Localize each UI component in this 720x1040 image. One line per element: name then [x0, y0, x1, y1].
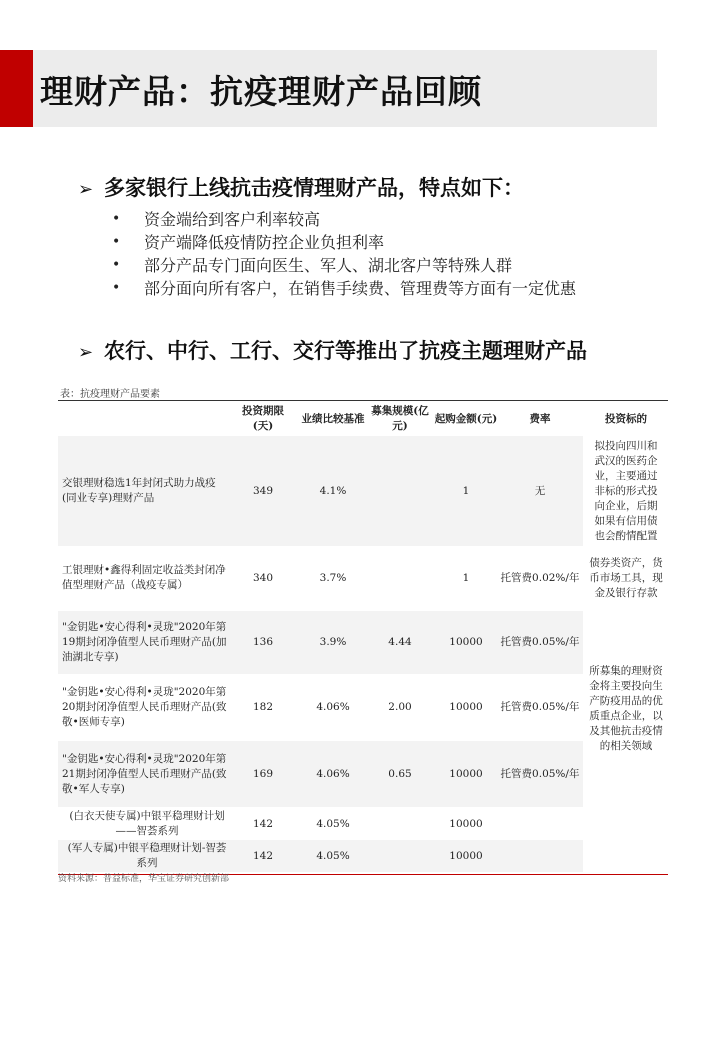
table-row-3-name: "金钥匙•安心得利•灵珑"2020年第19期封闭净值型人民币理财产品(加油湖北专享)	[62, 621, 227, 663]
table-row-4-min: 10000	[449, 701, 483, 713]
header-size: 募集规模(亿元)	[370, 403, 430, 435]
table-row-7-min: 10000	[449, 849, 483, 862]
table-row-2-fee: 托管费0.02%/年	[500, 571, 580, 584]
table-row-4-benchmark: 4.06%	[316, 701, 350, 713]
header-fee: 费率	[500, 403, 580, 435]
table-row-2-term: 340	[252, 571, 274, 584]
table-row-5-name: "金钥匙•安心得利•灵珑"2020年第21期封闭净值型人民币理财产品(致敬•军人专享)	[62, 752, 227, 795]
table-row-6-min: 10000	[449, 817, 483, 830]
table-row-2-min: 1	[462, 571, 470, 584]
table-row-1-benchmark: 4.1%	[319, 484, 347, 497]
header-benchmark: 业绩比较基准	[298, 403, 368, 435]
table-row-7-benchmark: 4.05%	[316, 849, 350, 862]
list-item: • 资金端给到客户利率较高	[112, 208, 576, 231]
table-row-7-name: (军人专属)中银平稳理财计划-智荟系列	[67, 842, 227, 869]
table-row-3-term: 136	[252, 636, 274, 648]
table-top-rule	[58, 400, 668, 401]
table-row-7-term: 142	[252, 849, 274, 862]
source-note: 资料来源：普益标准，华宝证券研究创新部	[58, 874, 230, 884]
title-accent-block	[0, 50, 33, 127]
table-row-4-size: 2.00	[388, 701, 412, 713]
table-row-1-min: 1	[462, 484, 470, 497]
section-heading-1	[78, 172, 524, 202]
table-caption: 表：抗疫理财产品要素	[60, 389, 160, 400]
table-row-3-fee: 托管费0.05%/年	[500, 636, 580, 648]
merged-target-cell: 所募集的理财资金将主要投向生产防疫用品的优质重点企业，以及其他抗击疫情的相关领域	[589, 665, 663, 752]
table-row-1-target: 拟投向四川和武汉的医药企业，主要通过非标的形式投向企业，后期如果有信用债也会酌情配置	[594, 439, 658, 542]
table-row-2-benchmark: 3.7%	[319, 571, 347, 584]
table-row-1-size	[370, 436, 430, 546]
feature-list	[112, 208, 576, 300]
table-row-4-fee: 托管费0.05%/年	[500, 701, 580, 713]
page-title: 理财产品：抗疫理财产品回顾	[40, 72, 482, 111]
table-row-3-benchmark: 3.9%	[319, 636, 347, 648]
table-row-3-min: 10000	[449, 636, 483, 648]
table-row-4-term: 182	[252, 701, 274, 713]
table-row-5-benchmark: 4.06%	[316, 767, 350, 780]
list-item: • 资产端降低疫情防控企业负担利率	[112, 231, 576, 254]
section-heading-2	[78, 335, 587, 365]
table-row-5-term: 169	[252, 767, 274, 780]
table-row-5-min: 10000	[449, 767, 483, 780]
table-row-1-term: 349	[252, 484, 274, 497]
header-min: 起购金额(元)	[434, 403, 498, 435]
heading-1-text: 多家银行上线抗击疫情理财产品，特点如下：	[104, 176, 524, 200]
table-row-5-size: 0.65	[388, 767, 412, 780]
list-item: • 部分面向所有客户，在销售手续费、管理费等方面有一定优惠	[112, 277, 576, 300]
arrow-bullet-icon: ➢	[78, 179, 94, 200]
header-target: 投资标的	[584, 403, 668, 435]
table-row-2-target: 债券类资产，货币市场工具，现金及银行存款	[589, 556, 663, 599]
table-row-6-benchmark: 4.05%	[316, 817, 350, 830]
table-row-5-fee: 托管费0.05%/年	[500, 767, 580, 780]
table-row-2-size	[370, 548, 430, 608]
arrow-bullet-icon: ➢	[78, 342, 94, 363]
table-row-2-name: 工银理财•鑫得利固定收益类封闭净值型理财产品（战疫专属）	[62, 564, 226, 591]
table-row-4-name: "金钥匙•安心得利•灵珑"2020年第20期封闭净值型人民币理财产品(致敬•医师专享)	[62, 686, 227, 728]
header-term: 投资期限(天)	[232, 403, 294, 435]
table-row-6-term: 142	[252, 817, 274, 830]
table-row-1-fee: 无	[534, 484, 546, 497]
list-item: • 部分产品专门面向医生、军人、湖北客户等特殊人群	[112, 254, 576, 277]
table-row-1-name: 交银理财稳选1年封闭式助力战疫(同业专享)理财产品	[62, 477, 216, 504]
table-row-3-size: 4.44	[388, 636, 412, 648]
heading-2-text: 农行、中行、工行、交行等推出了抗疫主题理财产品	[104, 339, 587, 363]
table-row-6-name: (白衣天使专属)中银平稳理财计划——智荟系列	[69, 810, 225, 837]
